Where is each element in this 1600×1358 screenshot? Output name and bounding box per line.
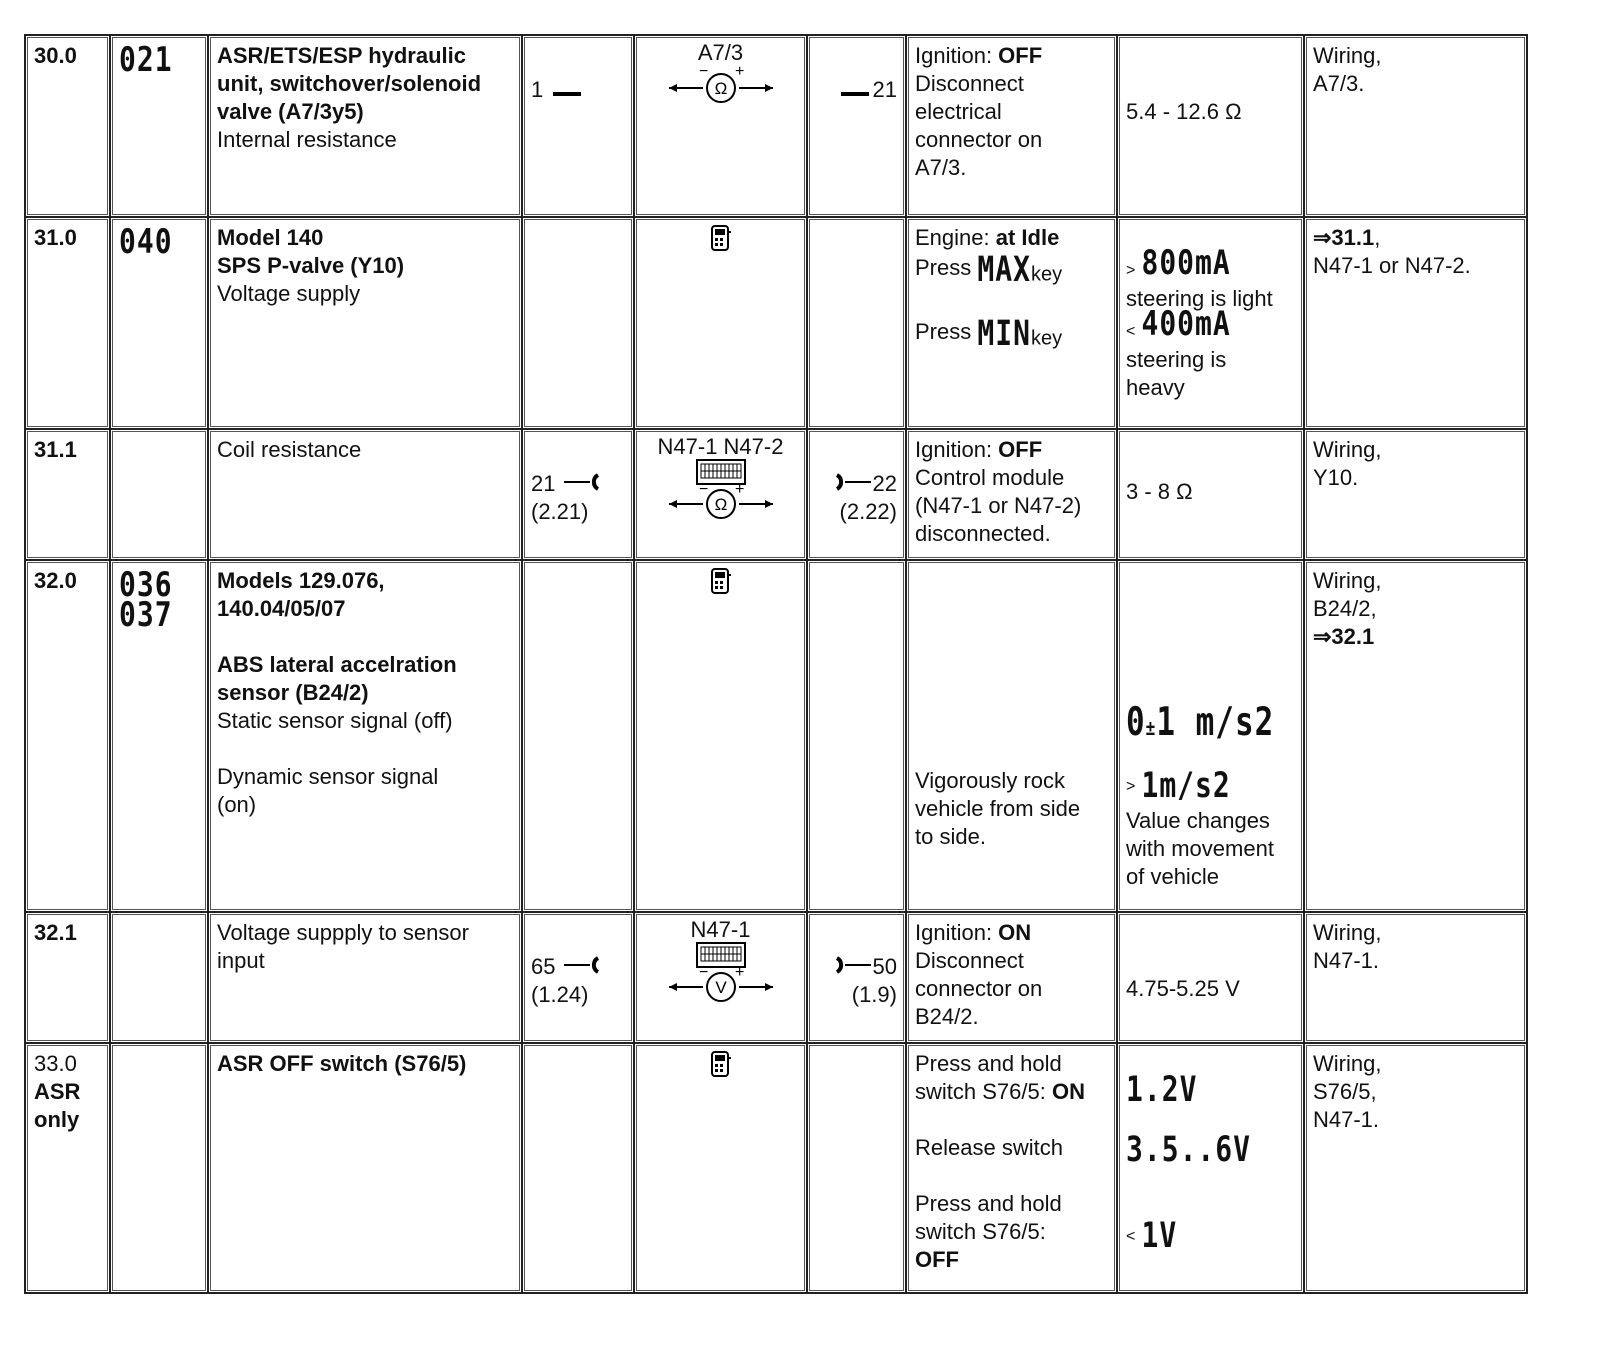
svg-text:+: + [734, 64, 744, 80]
connector-plug-icon [562, 956, 602, 974]
lcd-value: 0±1 m/s2 [1126, 700, 1275, 745]
pin-left-cell [522, 429, 634, 560]
remedy-cell: Wiring, S76/5, N47-1. [1304, 1043, 1527, 1293]
lcd-value: 400mA [1141, 303, 1231, 344]
table-row [25, 560, 1527, 912]
meter-symbol: V [714, 978, 727, 997]
step-number-cell: 33.0 ASR only [25, 1043, 110, 1293]
svg-text:−: − [698, 481, 708, 498]
min-key: MIN [977, 312, 1031, 354]
meter-symbol: Ω [714, 79, 727, 98]
pin-left-alt: (2.21) [531, 499, 589, 524]
pin-left-cell [522, 912, 634, 1043]
pin-right-cell [807, 912, 906, 1043]
remedy-cell: Wiring, A7/3. [1304, 35, 1527, 217]
condition-cell: Vigorously rock vehicle from side to side. [906, 560, 1117, 912]
component-cell [208, 560, 522, 912]
connector-socket-icon [833, 473, 873, 491]
component-cell [208, 35, 522, 217]
test-description: Dynamic sensor signal (on) [217, 764, 439, 817]
component-cell [208, 429, 522, 560]
fault-code-cell [110, 912, 208, 1043]
pin-left-cell [522, 217, 634, 429]
pin-right-alt: (1.9) [851, 982, 897, 1007]
connector-socket-icon [833, 956, 873, 974]
hand-tester-icon [710, 224, 732, 254]
control-module-icon [661, 458, 781, 524]
pin-right-alt: (2.22) [839, 499, 897, 524]
nominal-value: 3 - 8 Ω [1126, 479, 1193, 504]
condition-cell: Ignition: OFF Control module (N47-1 or N47-2) disconnected. [906, 429, 1117, 560]
nominal-value: 5.4 - 12.6 Ω [1126, 99, 1242, 124]
nominal-value: 4.75-5.25 V [1126, 976, 1240, 1001]
condition-cell: Engine: at Idle Press MAXkey Press MINkey [906, 217, 1117, 429]
fault-code: 037 [119, 594, 173, 635]
probe-lead-icon [549, 87, 585, 97]
pin-right: 22 [872, 471, 897, 496]
model-list: Models 129.076, 140.04/05/07 [217, 568, 385, 621]
fault-code: 036 [119, 564, 173, 605]
table-row [25, 35, 1527, 217]
component-cell [208, 912, 522, 1043]
pin-left-cell [522, 560, 634, 912]
meter-cell [634, 35, 807, 217]
step-number: 30.0 [25, 35, 110, 217]
svg-text:−: − [698, 964, 708, 981]
test-description: Static sensor signal (off) [217, 708, 453, 733]
fault-code-cell [110, 1043, 208, 1293]
pin-left: 1 [531, 77, 544, 102]
meter-cell [634, 560, 807, 912]
test-description: Coil resistance [217, 437, 362, 462]
pin-right: 50 [872, 954, 897, 979]
test-description: Voltage suppply to sensor input [217, 920, 469, 973]
component-name: Model 140 SPS P-valve (Y10) [217, 225, 405, 278]
fault-code: 021 [119, 39, 173, 80]
fault-code-cell [110, 35, 208, 217]
connector-plug-icon [562, 473, 602, 491]
table-row [25, 429, 1527, 560]
table-row [25, 1043, 1527, 1293]
pin-left: 21 [531, 471, 556, 496]
fault-code-cell [110, 560, 208, 912]
lcd-value: 1m/s2 [1141, 764, 1231, 806]
control-module-icon [661, 941, 781, 1007]
pin-left-cell [522, 1043, 634, 1293]
remedy-cell: Wiring, Y10. [1304, 429, 1527, 560]
svg-text:+: + [734, 964, 744, 981]
pin-left: 65 [531, 954, 556, 979]
condition-cell: Press and hold switch S76/5: ON Release switch Press and hold switch S76/5: OFF [906, 1043, 1117, 1293]
cross-reference-link[interactable]: ⇒32.1 [1313, 624, 1375, 649]
component-name: ASR OFF switch (S76/5) [217, 1051, 467, 1076]
fault-code-cell [110, 217, 208, 429]
fault-code: 040 [119, 221, 173, 262]
remedy-cell: Wiring, B24/2, ⇒32.1 [1304, 560, 1527, 912]
meter-label: N47-1 N47-2 [657, 434, 784, 459]
cross-reference-link[interactable]: ⇒31.1 [1313, 225, 1375, 250]
meter-symbol: Ω [714, 495, 727, 514]
svg-text:−: − [698, 64, 708, 80]
lcd-value: 1V [1141, 1214, 1178, 1256]
pin-left-alt: (1.24) [531, 982, 589, 1007]
multimeter-icon [661, 64, 781, 108]
lcd-value: 1.2V [1126, 1068, 1198, 1110]
lcd-value: 800mA [1141, 242, 1231, 283]
step-number: 33.0 [34, 1051, 77, 1076]
test-table [24, 34, 1528, 1294]
pin-right-cell [807, 560, 906, 912]
fault-code-cell [110, 429, 208, 560]
pin-right-cell [807, 35, 906, 217]
component-name: ASR/ETS/ESP hydraulic unit, switchover/solenoid valve (A7/3y5) [217, 43, 482, 124]
table-row [25, 912, 1527, 1043]
meter-cell [634, 429, 807, 560]
max-key: MAX [977, 248, 1031, 290]
step-number: 32.1 [25, 912, 110, 1043]
pin-right-cell [807, 217, 906, 429]
pin-right: 21 [872, 77, 897, 102]
meter-label: A7/3 [697, 40, 744, 65]
condition-cell: Ignition: OFF Disconnect electrical connector on A7/3. [906, 35, 1117, 217]
remedy-cell: Wiring, N47-1. [1304, 912, 1527, 1043]
pin-left-cell [522, 35, 634, 217]
component-name: ABS lateral accelration sensor (B24/2) [217, 652, 457, 705]
remedy-cell: ⇒31.1, N47-1 or N47-2. [1304, 217, 1527, 429]
nominal-value-cell: 0±1 m/s2 > 1m/s2 Value changes with movement of vehicle [1117, 560, 1304, 912]
hand-tester-icon [710, 567, 732, 597]
meter-cell [634, 217, 807, 429]
lcd-value: 3.5..6V [1126, 1128, 1252, 1170]
pin-right-cell [807, 1043, 906, 1293]
svg-text:+: + [734, 481, 744, 498]
nominal-value-cell: > 800mA steering is light < 400mA steering is heavy [1117, 217, 1304, 429]
component-cell [208, 1043, 522, 1293]
meter-cell [634, 1043, 807, 1293]
test-description: Voltage supply [217, 281, 361, 306]
step-number: 31.1 [25, 429, 110, 560]
component-cell [208, 217, 522, 429]
nominal-value-cell: 1.2V 3.5..6V < 1V [1117, 1043, 1304, 1293]
hand-tester-icon [710, 1050, 732, 1080]
condition-cell: Ignition: ON Disconnect connector on B24/2. [906, 912, 1117, 1043]
nominal-value-cell [1117, 912, 1304, 1043]
step-number: 31.0 [25, 217, 110, 429]
nominal-value-cell [1117, 35, 1304, 217]
table-row [25, 217, 1527, 429]
meter-cell [634, 912, 807, 1043]
meter-label: N47-1 [690, 917, 751, 942]
test-description: Internal resistance [217, 127, 397, 152]
step-number: 32.0 [25, 560, 110, 912]
pin-right-cell [807, 429, 906, 560]
probe-lead-icon [837, 87, 873, 97]
nominal-value-cell [1117, 429, 1304, 560]
